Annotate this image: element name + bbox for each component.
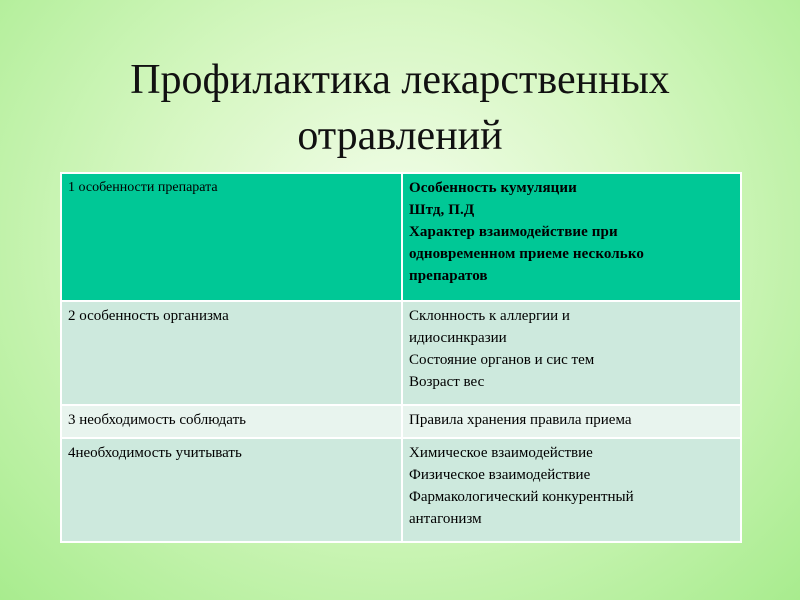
- table-row-1: [61, 173, 741, 301]
- cell-line: препаратов: [409, 268, 488, 284]
- table-cell-consider-details: [402, 438, 741, 542]
- slide-title: [40, 52, 760, 164]
- cell-line: одновременном приеме несколько: [409, 246, 644, 262]
- cell-line: Характер взаимодействие при: [409, 224, 618, 240]
- table-cell-must-consider: [61, 438, 402, 542]
- cell-text: 3 необходимость соблюдать: [68, 412, 246, 428]
- slide-title-line-1: Профилактика лекарственных: [130, 57, 670, 103]
- table-cell-observe-details: [402, 405, 741, 438]
- cell-line: Склонность к аллергии и: [409, 308, 570, 324]
- cell-line: Особенность кумуляции: [409, 180, 577, 196]
- cell-line: Возраст вес: [409, 374, 485, 390]
- table-row-4: [61, 438, 741, 542]
- cell-text: 1 особенности препарата: [68, 180, 218, 195]
- table-row-2: [61, 301, 741, 405]
- table-cell-organism-details: [402, 301, 741, 405]
- table-row-3: [61, 405, 741, 438]
- table-cell-must-observe: [61, 405, 402, 438]
- cell-line: Химическое взаимодействие: [409, 445, 593, 461]
- cell-line: Фармакологический конкурентный: [409, 489, 634, 505]
- cell-line: антагонизм: [409, 511, 482, 527]
- table-cell-drug-features: [61, 173, 402, 301]
- cell-text: 2 особенность организма: [68, 308, 229, 324]
- cell-line: Состояние органов и сис тем: [409, 352, 595, 368]
- cell-line: Правила хранения правила приема: [409, 412, 632, 428]
- cell-line: Физическое взаимодействие: [409, 467, 591, 483]
- cell-text: 4необходимость учитывать: [68, 445, 242, 461]
- table-cell-drug-details: [402, 173, 741, 301]
- slide-title-line-2: отравлений: [297, 113, 503, 159]
- prevention-table: [60, 172, 742, 543]
- cell-line: Штд, П.Д: [409, 202, 475, 218]
- cell-line: идиосинкразии: [409, 330, 507, 346]
- table-cell-organism-features: [61, 301, 402, 405]
